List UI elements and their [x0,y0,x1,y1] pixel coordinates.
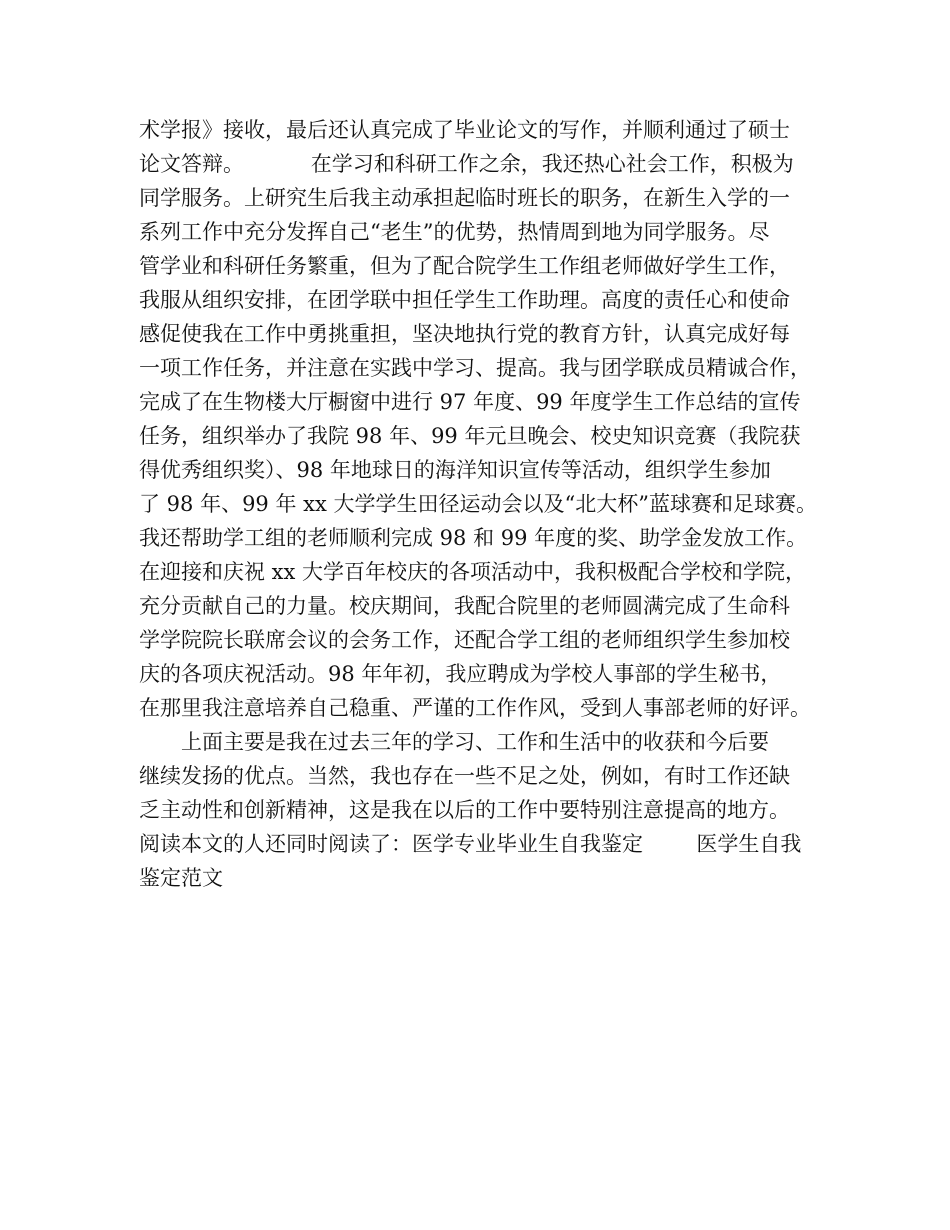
text-line: 我还帮助学工组的老师顺利完成 98 和 99 年度的奖、助学金发放工作。 [139,526,808,550]
text-line: 乏主动性和创新精神，这是我在以后的工作中要特别注意提高的地方。 [139,798,790,822]
text-line: 在那里我注意培养自己稳重、严谨的工作作风，受到人事部老师的好评。 [139,696,811,720]
text-line: 一项工作任务，并注意在实践中学习、提高。我与团学联成员精诚合作， [139,356,811,380]
text-line: 我服从组织安排，在团学联中担任学生工作助理。高度的责任心和使命 [139,288,790,312]
text-line: 了 98 年、99 年 xx 大学学生田径运动会以及“北大杯”蓝球赛和足球赛。 [139,492,817,516]
text-line: 完成了在生物楼大厅橱窗中进行 97 年度、99 年度学生工作总结的宣传 [139,390,801,414]
text-line: 系列工作中充分发挥自己“老生”的优势，热情周到地为同学服务。尽 [139,220,770,244]
text-line: 学学院院长联席会议的会务工作，还配合学工组的老师组织学生参加校 [139,628,790,652]
text-line: 庆的各项庆祝活动。98 年年初，我应聘成为学校人事部的学生秘书， [139,662,782,686]
text-line: 继续发扬的优点。当然，我也存在一些不足之处，例如，有时工作还缺 [139,764,790,788]
text-line: 在迎接和庆祝 xx 大学百年校庆的各项活动中，我积极配合学校和学院， [139,560,807,584]
document-body [139,113,839,895]
text-line: 充分贡献自己的力量。校庆期间，我配合院里的老师圆满完成了生命科 [139,594,790,618]
text-line: 论文答辩。 在学习和科研工作之余，我还热心社会工作，积极为 [139,152,794,176]
text-line: 管学业和科研任务繁重，但为了配合院学生工作组老师做好学生工作， [139,254,790,278]
text-line: 任务，组织举办了我院 98 年、99 年元旦晚会、校史知识竞赛（我院获 [139,424,801,448]
text-line: 感促使我在工作中勇挑重担，坚决地执行党的教育方针，认真完成好每 [139,322,790,346]
text-line: 同学服务。上研究生后我主动承担起临时班长的职务，在新生入学的一 [139,186,790,210]
paragraph-start-line: 上面主要是我在过去三年的学习、工作和生活中的收获和今后要 [181,730,769,754]
related-reading-line: 阅读本文的人还同时阅读了：医学专业毕业生自我鉴定 医学生自我 [139,832,802,856]
text-line: 得优秀组织奖）、98 年地球日的海洋知识宣传等活动，组织学生参加 [139,458,771,482]
related-reading-line: 鉴定范文 [139,866,223,890]
text-line: 术学报》接收，最后还认真完成了毕业论文的写作，并顺利通过了硕士 [139,118,790,142]
